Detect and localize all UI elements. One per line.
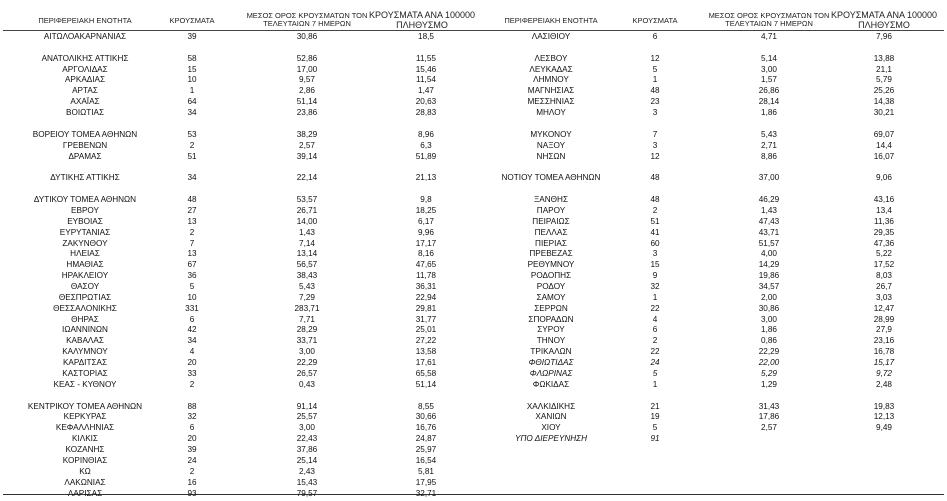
per-100k-value: 9,49: [876, 423, 892, 433]
cases-value: 15: [187, 64, 197, 74]
avg-7day-value: 26,57: [296, 368, 318, 378]
region-name: ΕΥΡΥΤΑΝΙΑΣ: [59, 227, 111, 237]
cases-value: 91: [650, 434, 660, 444]
per-100k-value: 11,36: [874, 216, 894, 226]
per-100k-value: 29,81: [415, 303, 437, 313]
per-100k-value: 18,5: [418, 32, 434, 41]
avg-7day-value: 9,57: [299, 75, 315, 85]
avg-7day-value: 1,43: [761, 205, 777, 215]
per-100k-value: 9,06: [876, 173, 892, 183]
per-100k-value: 1,47: [418, 86, 434, 96]
avg-7day-value: 2,43: [299, 466, 315, 476]
region-name: ΚΑΡΔΙΤΣΑΣ: [62, 358, 108, 368]
per-100k-value: 12,47: [873, 303, 895, 313]
per-100k-value: 13,88: [873, 53, 895, 63]
region-name: ΦΛΩΡΙΝΑΣ: [529, 368, 573, 378]
avg-7day-value: 52,86: [296, 53, 318, 63]
per-100k-value: 15,17: [873, 358, 895, 368]
header-avg-line2: ΤΕΛΕΥΤΑΙΩΝ 7 ΗΜΕΡΩΝ: [263, 19, 351, 28]
header-per100k-right: [828, 11, 940, 30]
per-100k-value: 6,3: [420, 140, 432, 150]
avg-7day-value: 1,86: [761, 108, 777, 118]
avg-7day-value: 13,14: [296, 249, 318, 259]
per-100k-value: 27,9: [876, 325, 892, 335]
cases-value: 1: [652, 75, 658, 85]
avg-7day-value: 17,00: [296, 64, 318, 74]
per-100k-value: 5,79: [876, 75, 892, 85]
avg-7day-value: 37,00: [758, 173, 780, 183]
per-100k-value: 17,17: [415, 238, 437, 248]
avg-7day-value: 22,29: [758, 347, 780, 357]
region-name: ΕΒΡΟΥ: [71, 205, 99, 215]
avg-7day-value: 33,71: [296, 336, 318, 346]
cases-value: 58: [187, 53, 197, 63]
cases-value: 32: [650, 282, 660, 291]
region-name: ΛΑΚΩΝΙΑΣ: [64, 477, 106, 487]
cases-value: 42: [187, 325, 197, 335]
region-name: ΘΕΣΣΑΛΟΝΙΚΗΣ: [53, 303, 117, 313]
per-100k-value: 3,03: [876, 292, 892, 302]
cases-value: 5: [652, 64, 658, 74]
per-100k-value: 18,25: [415, 205, 437, 215]
region-name: ΑΡΓΟΛΙΔΑΣ: [62, 64, 108, 74]
cases-value: 64: [187, 97, 197, 107]
per-100k-value: 25,01: [415, 325, 437, 335]
region-name: ΘΕΣΠΡΩΤΙΑΣ: [58, 292, 112, 302]
avg-7day-value: 5,29: [761, 368, 777, 378]
per-100k-value: 51,89: [415, 151, 437, 161]
avg-7day-value: 7,71: [299, 314, 315, 324]
per-100k-value: 14,4: [876, 140, 892, 150]
cases-value: 51: [650, 216, 660, 226]
cases-value: 3: [652, 249, 658, 259]
avg-7day-value: 47,43: [758, 216, 780, 226]
avg-7day-value: 5,43: [761, 129, 777, 139]
cases-value: 48: [650, 86, 660, 96]
avg-7day-value: 38,43: [296, 271, 318, 281]
avg-7day-value: 51,57: [758, 238, 780, 248]
region-name: ΑΙΤΩΛΟΑΚΑΡΝΑΝΙΑΣ: [43, 32, 127, 41]
avg-7day-value: 25,14: [296, 455, 318, 465]
region-name: ΦΘΙΩΤΙΔΑΣ: [528, 358, 574, 368]
cases-value: 48: [187, 195, 197, 205]
cases-value: 27: [187, 205, 197, 215]
per-100k-value: 51,14: [415, 379, 437, 389]
per-100k-value: 12,13: [873, 412, 895, 422]
region-name: ΣΠΟΡΑΔΩΝ: [528, 314, 574, 324]
region-name: ΧΙΟΥ: [541, 423, 561, 433]
region-name: ΜΑΓΝΗΣΙΑΣ: [527, 86, 575, 96]
region-name: ΜΗΛΟΥ: [536, 108, 566, 118]
region-name: ΣΕΡΡΩΝ: [534, 303, 568, 313]
header-per100k-line1: ΚΡΟΥΣΜΑΤΑ ΑΝΑ 100000: [369, 10, 475, 20]
avg-7day-value: 3,00: [299, 347, 315, 357]
per-100k-value: 16,76: [415, 423, 437, 433]
per-100k-value: 8,03: [876, 271, 892, 281]
per-100k-value: 9,72: [876, 368, 892, 378]
cases-value: 24: [650, 358, 660, 368]
cases-value: 88: [187, 401, 197, 411]
cases-value: 1: [189, 86, 195, 96]
cases-value: 13: [187, 216, 197, 226]
region-name: ΛΑΣΙΘΙΟΥ: [531, 32, 571, 41]
region-name: ΔΥΤΙΚΟΥ ΤΟΜΕΑ ΑΘΗΝΩΝ: [33, 195, 137, 205]
avg-7day-value: 22,14: [296, 173, 318, 183]
cases-value: 93: [187, 488, 197, 498]
avg-7day-value: 2,00: [761, 292, 777, 302]
per-100k-value: 2,48: [876, 379, 892, 389]
header-cases-right: ΚΡΟΥΣΜΑΤΑ: [632, 16, 678, 25]
avg-7day-value: 3,00: [299, 423, 315, 433]
region-name: ΔΥΤΙΚΗΣ ΑΤΤΙΚΗΣ: [50, 173, 120, 183]
region-name: ΘΑΣΟΥ: [70, 282, 100, 291]
cases-value: 10: [187, 75, 197, 85]
region-name: ΗΜΑΘΙΑΣ: [66, 260, 104, 270]
cases-value: 7: [189, 238, 195, 248]
header-region-left: ΠΕΡΙΦΕΡΕΙΑΚΗ ΕΝΟΤΗΤΑ: [38, 16, 132, 25]
region-name: ΑΧΑΪΑΣ: [70, 97, 100, 107]
region-name: ΚΕΑΣ - ΚΥΘΝΟΥ: [53, 379, 117, 389]
cases-value: 2: [189, 466, 195, 476]
header-avg-left: [242, 12, 372, 28]
cases-value: 34: [187, 336, 197, 346]
per-100k-value: 47,65: [415, 260, 437, 270]
cases-value: 48: [650, 195, 660, 205]
cases-value: 10: [187, 292, 197, 302]
avg-7day-value: 34,57: [758, 282, 780, 291]
avg-7day-value: 79,57: [296, 488, 318, 498]
cases-value: 33: [187, 368, 197, 378]
region-name: ΒΟΡΕΙΟΥ ΤΟΜΕΑ ΑΘΗΝΩΝ: [32, 129, 138, 139]
region-name: ΚΩ: [79, 466, 91, 476]
per-100k-value: 16,07: [873, 151, 895, 161]
cases-value: 2: [189, 379, 195, 389]
region-name: ΡΕΘΥΜΝΟΥ: [527, 260, 575, 270]
per-100k-value: 21,1: [876, 64, 892, 74]
avg-7day-value: 283,71: [294, 303, 320, 313]
avg-7day-value: 25,57: [296, 412, 318, 422]
region-name: ΒΟΙΩΤΙΑΣ: [65, 108, 105, 118]
cases-value: 60: [650, 238, 660, 248]
cases-value: 5: [652, 368, 658, 378]
avg-7day-value: 1,29: [761, 379, 777, 389]
cases-value: 32: [187, 412, 197, 422]
cases-value: 13: [187, 249, 197, 259]
per-100k-value: 15,46: [415, 64, 437, 74]
per-100k-value: 8,16: [418, 249, 434, 259]
per-100k-value: 30,66: [415, 412, 437, 422]
cases-value: 5: [652, 423, 658, 433]
per-100k-value: 26,7: [876, 282, 892, 291]
avg-7day-value: 15,43: [296, 477, 318, 487]
per-100k-value: 20,63: [415, 97, 437, 107]
region-name: ΠΙΕΡΙΑΣ: [535, 238, 567, 248]
per-100k-value: 8,96: [418, 129, 434, 139]
header-avg-line1: ΜΕΣΟΣ ΟΡΟΣ ΚΡΟΥΣΜΑΤΩΝ ΤΟΝ: [246, 11, 368, 20]
cases-value: 53: [187, 129, 197, 139]
per-100k-value: 25,26: [873, 86, 895, 96]
cases-value: 24: [187, 455, 197, 465]
header-region-right: ΠΕΡΙΦΕΡΕΙΑΚΗ ΕΝΟΤΗΤΑ: [504, 16, 598, 25]
per-100k-value: 13,58: [415, 347, 437, 357]
per-100k-value: 25,97: [415, 445, 437, 455]
avg-7day-value: 26,71: [296, 205, 318, 215]
cases-value: 34: [187, 108, 197, 118]
header-per100k-line2: ΠΛΗΘΥΣΜΟ: [858, 19, 910, 30]
avg-7day-value: 28,29: [296, 325, 318, 335]
avg-7day-value: 2,57: [299, 140, 315, 150]
avg-7day-value: 39,14: [296, 151, 318, 161]
region-name: ΣΑΜΟΥ: [536, 292, 566, 302]
region-name: ΧΑΝΙΩΝ: [535, 412, 567, 422]
per-100k-value: 43,16: [873, 195, 895, 205]
avg-7day-value: 1,57: [761, 75, 777, 85]
region-name: ΡΟΔΟΥ: [536, 282, 566, 291]
region-name: ΣΥΡΟΥ: [537, 325, 565, 335]
cases-value: 5: [189, 282, 195, 291]
header-cases-left: ΚΡΟΥΣΜΑΤΑ: [169, 16, 215, 25]
avg-7day-value: 46,29: [758, 195, 780, 205]
cases-value: 67: [187, 260, 197, 270]
cases-value: 2: [189, 140, 195, 150]
cases-value: 1: [652, 292, 658, 302]
per-100k-value: 11,54: [416, 75, 436, 85]
avg-7day-value: 31,43: [758, 401, 780, 411]
cases-value: 20: [187, 434, 197, 444]
cases-value: 6: [652, 325, 658, 335]
cases-value: 1: [652, 379, 658, 389]
avg-7day-value: 17,86: [758, 412, 780, 422]
avg-7day-value: 0,86: [761, 336, 777, 346]
cases-value: 12: [650, 151, 660, 161]
avg-7day-value: 14,29: [758, 260, 780, 270]
region-name: ΕΥΒΟΙΑΣ: [67, 216, 103, 226]
region-name: ΚΕΡΚΥΡΑΣ: [63, 412, 107, 422]
avg-7day-value: 28,14: [758, 97, 780, 107]
per-100k-value: 36,31: [415, 282, 437, 291]
cases-value: 22: [650, 303, 660, 313]
avg-7day-value: 5,14: [761, 53, 777, 63]
cases-value: 6: [189, 314, 195, 324]
per-100k-value: 22,94: [415, 292, 437, 302]
avg-7day-value: 3,00: [761, 314, 777, 324]
header-per100k-left: [366, 11, 478, 30]
avg-7day-value: 2,57: [761, 423, 777, 433]
avg-7day-value: 8,86: [761, 151, 777, 161]
cases-value: 36: [187, 271, 197, 281]
cases-value: 51: [187, 151, 197, 161]
cases-value: 21: [650, 401, 660, 411]
region-name: ΠΑΡΟΥ: [536, 205, 566, 215]
per-100k-value: 11,78: [416, 271, 436, 281]
cases-value: 9: [652, 271, 658, 281]
header-avg-right: [704, 12, 834, 28]
per-100k-value: 17,52: [873, 260, 895, 270]
region-name: ΓΡΕΒΕΝΩΝ: [62, 140, 108, 150]
cases-value: 4: [652, 314, 658, 324]
region-name: ΛΕΣΒΟΥ: [534, 53, 568, 63]
cases-value: 48: [650, 173, 660, 183]
cases-value: 34: [187, 173, 197, 183]
avg-7day-value: 4,71: [761, 32, 777, 41]
region-name: ΗΛΕΙΑΣ: [70, 249, 100, 259]
per-100k-value: 11,55: [416, 53, 436, 63]
per-100k-value: 32,71: [415, 488, 437, 498]
cases-value: 3: [652, 140, 658, 150]
region-name: ΚΕΝΤΡΙΚΟΥ ΤΟΜΕΑ ΑΘΗΝΩΝ: [27, 401, 143, 411]
region-name: ΖΑΚΥΝΘΟΥ: [62, 238, 108, 248]
per-100k-value: 29,35: [873, 227, 895, 237]
avg-7day-value: 26,86: [758, 86, 780, 96]
per-100k-value: 5,22: [876, 249, 892, 259]
region-name: ΝΑΞΟΥ: [536, 140, 566, 150]
region-name: ΤΗΝΟΥ: [536, 336, 566, 346]
per-100k-value: 69,07: [873, 129, 895, 139]
per-100k-value: 30,21: [873, 108, 895, 118]
per-100k-value: 31,77: [415, 314, 437, 324]
avg-7day-value: 30,86: [758, 303, 780, 313]
cases-value: 39: [187, 32, 197, 41]
cases-value: 4: [189, 347, 195, 357]
avg-7day-value: 43,71: [758, 227, 780, 237]
avg-7day-value: 1,43: [299, 227, 315, 237]
region-name: ΚΟΖΑΝΗΣ: [65, 445, 105, 455]
per-100k-value: 21,13: [415, 173, 437, 183]
avg-7day-value: 22,00: [758, 358, 780, 368]
region-name: ΝΗΣΩΝ: [536, 151, 566, 161]
per-100k-value: 16,54: [415, 455, 437, 465]
per-100k-value: 5,81: [418, 466, 434, 476]
per-100k-value: 17,95: [415, 477, 437, 487]
cases-value: 7: [652, 129, 658, 139]
region-name: ΠΕΙΡΑΙΩΣ: [532, 216, 570, 226]
cases-value: 6: [189, 423, 195, 433]
per-100k-value: 6,17: [418, 216, 434, 226]
cases-value: 22: [650, 347, 660, 357]
cases-value: 16: [187, 477, 197, 487]
avg-7day-value: 91,14: [296, 401, 318, 411]
region-name: ΚΕΦΑΛΛΗΝΙΑΣ: [55, 423, 115, 433]
region-name: ΛΗΜΝΟΥ: [533, 75, 569, 85]
avg-7day-value: 3,00: [761, 64, 777, 74]
cases-value: 19: [650, 412, 660, 422]
region-name: ΝΟΤΙΟΥ ΤΟΜΕΑ ΑΘΗΝΩΝ: [501, 173, 601, 183]
region-name: ΡΟΔΟΠΗΣ: [530, 271, 572, 281]
per-100k-value: 65,58: [415, 368, 437, 378]
cases-value: 23: [650, 97, 660, 107]
avg-7day-value: 7,29: [299, 292, 315, 302]
region-name: ΠΕΛΛΑΣ: [534, 227, 568, 237]
region-name: ΙΩΑΝΝΙΝΩΝ: [62, 325, 108, 335]
per-100k-value: 19,83: [873, 401, 895, 411]
per-100k-value: 9,96: [418, 227, 434, 237]
avg-7day-value: 51,14: [296, 97, 318, 107]
region-name: ΚΙΛΚΙΣ: [71, 434, 98, 444]
region-name: ΚΑΒΑΛΑΣ: [66, 336, 104, 346]
region-name: ΔΡΑΜΑΣ: [68, 151, 102, 161]
header-avg-line2: ΤΕΛΕΥΤΑΙΩΝ 7 ΗΜΕΡΩΝ: [725, 19, 813, 28]
header-avg-line1: ΜΕΣΟΣ ΟΡΟΣ ΚΡΟΥΣΜΑΤΩΝ ΤΟΝ: [708, 11, 830, 20]
avg-7day-value: 19,86: [758, 271, 780, 281]
region-name: ΘΗΡΑΣ: [71, 314, 99, 324]
cases-value: 12: [650, 53, 660, 63]
region-name: ΚΑΛΥΜΝΟΥ: [62, 347, 108, 357]
region-name: ΚΑΣΤΟΡΙΑΣ: [62, 368, 108, 378]
cases-value: 41: [650, 227, 660, 237]
avg-7day-value: 1,86: [761, 325, 777, 335]
avg-7day-value: 2,86: [299, 86, 315, 96]
per-100k-value: 16,78: [873, 347, 895, 357]
per-100k-value: 13,4: [876, 205, 892, 215]
header-rule: [3, 30, 944, 31]
region-name: ΥΠΟ ΔΙΕΡΕΥΝΗΣΗ: [515, 434, 587, 444]
region-name: ΧΑΛΚΙΔΙΚΗΣ: [526, 401, 576, 411]
region-name: ΦΩΚΙΔΑΣ: [532, 379, 570, 389]
cases-value: 2: [189, 227, 195, 237]
avg-7day-value: 37,86: [296, 445, 318, 455]
region-name: ΛΑΡΙΣΑΣ: [67, 488, 103, 498]
per-100k-value: 47,36: [873, 238, 895, 248]
region-name: ΗΡΑΚΛΕΙΟΥ: [61, 271, 109, 281]
avg-7day-value: 56,57: [296, 260, 318, 270]
avg-7day-value: 30,86: [296, 32, 318, 41]
per-100k-value: 17,61: [415, 358, 437, 368]
cases-value: 331: [185, 303, 199, 313]
region-name: ΜΕΣΣΗΝΙΑΣ: [527, 97, 575, 107]
region-name: ΠΡΕΒΕΖΑΣ: [529, 249, 573, 259]
region-name: ΑΡΚΑΔΙΑΣ: [64, 75, 106, 85]
per-100k-value: 28,83: [415, 108, 437, 118]
region-name: ΛΕΥΚΑΔΑΣ: [529, 64, 573, 74]
cases-value: 20: [187, 358, 197, 368]
avg-7day-value: 38,29: [296, 129, 318, 139]
cases-value: 2: [652, 205, 658, 215]
cases-value: 3: [652, 108, 658, 118]
cases-value: 39: [187, 445, 197, 455]
cases-value: 2: [652, 336, 658, 346]
region-name: ΞΑΝΘΗΣ: [533, 195, 569, 205]
per-100k-value: 27,22: [415, 336, 437, 346]
region-name: ΑΡΤΑΣ: [72, 86, 98, 96]
per-100k-value: 7,96: [876, 32, 892, 41]
region-name: ΜΥΚΟΝΟΥ: [530, 129, 572, 139]
per-100k-value: 14,38: [873, 97, 895, 107]
per-100k-value: 9,8: [420, 195, 432, 205]
region-name: ΤΡΙΚΑΛΩΝ: [530, 347, 572, 357]
region-name: ΚΟΡΙΝΘΙΑΣ: [62, 455, 108, 465]
avg-7day-value: 4,00: [761, 249, 777, 259]
per-100k-value: 8,55: [418, 401, 434, 411]
per-100k-value: 28,99: [873, 314, 895, 324]
avg-7day-value: 22,29: [296, 358, 318, 368]
cases-value: 15: [650, 260, 660, 270]
avg-7day-value: 7,14: [299, 238, 315, 248]
avg-7day-value: 53,57: [296, 195, 318, 205]
per-100k-value: 24,87: [415, 434, 437, 444]
avg-7day-value: 2,71: [761, 140, 777, 150]
avg-7day-value: 23,86: [296, 108, 318, 118]
cases-value: 6: [652, 32, 658, 41]
per-100k-value: 23,16: [873, 336, 895, 346]
header-per100k-line1: ΚΡΟΥΣΜΑΤΑ ΑΝΑ 100000: [831, 10, 937, 20]
avg-7day-value: 22,43: [296, 434, 318, 444]
avg-7day-value: 5,43: [299, 282, 315, 291]
avg-7day-value: 0,43: [299, 379, 315, 389]
region-name: ΑΝΑΤΟΛΙΚΗΣ ΑΤΤΙΚΗΣ: [41, 53, 129, 63]
header-per100k-line2: ΠΛΗΘΥΣΜΟ: [396, 19, 448, 30]
avg-7day-value: 14,00: [296, 216, 318, 226]
